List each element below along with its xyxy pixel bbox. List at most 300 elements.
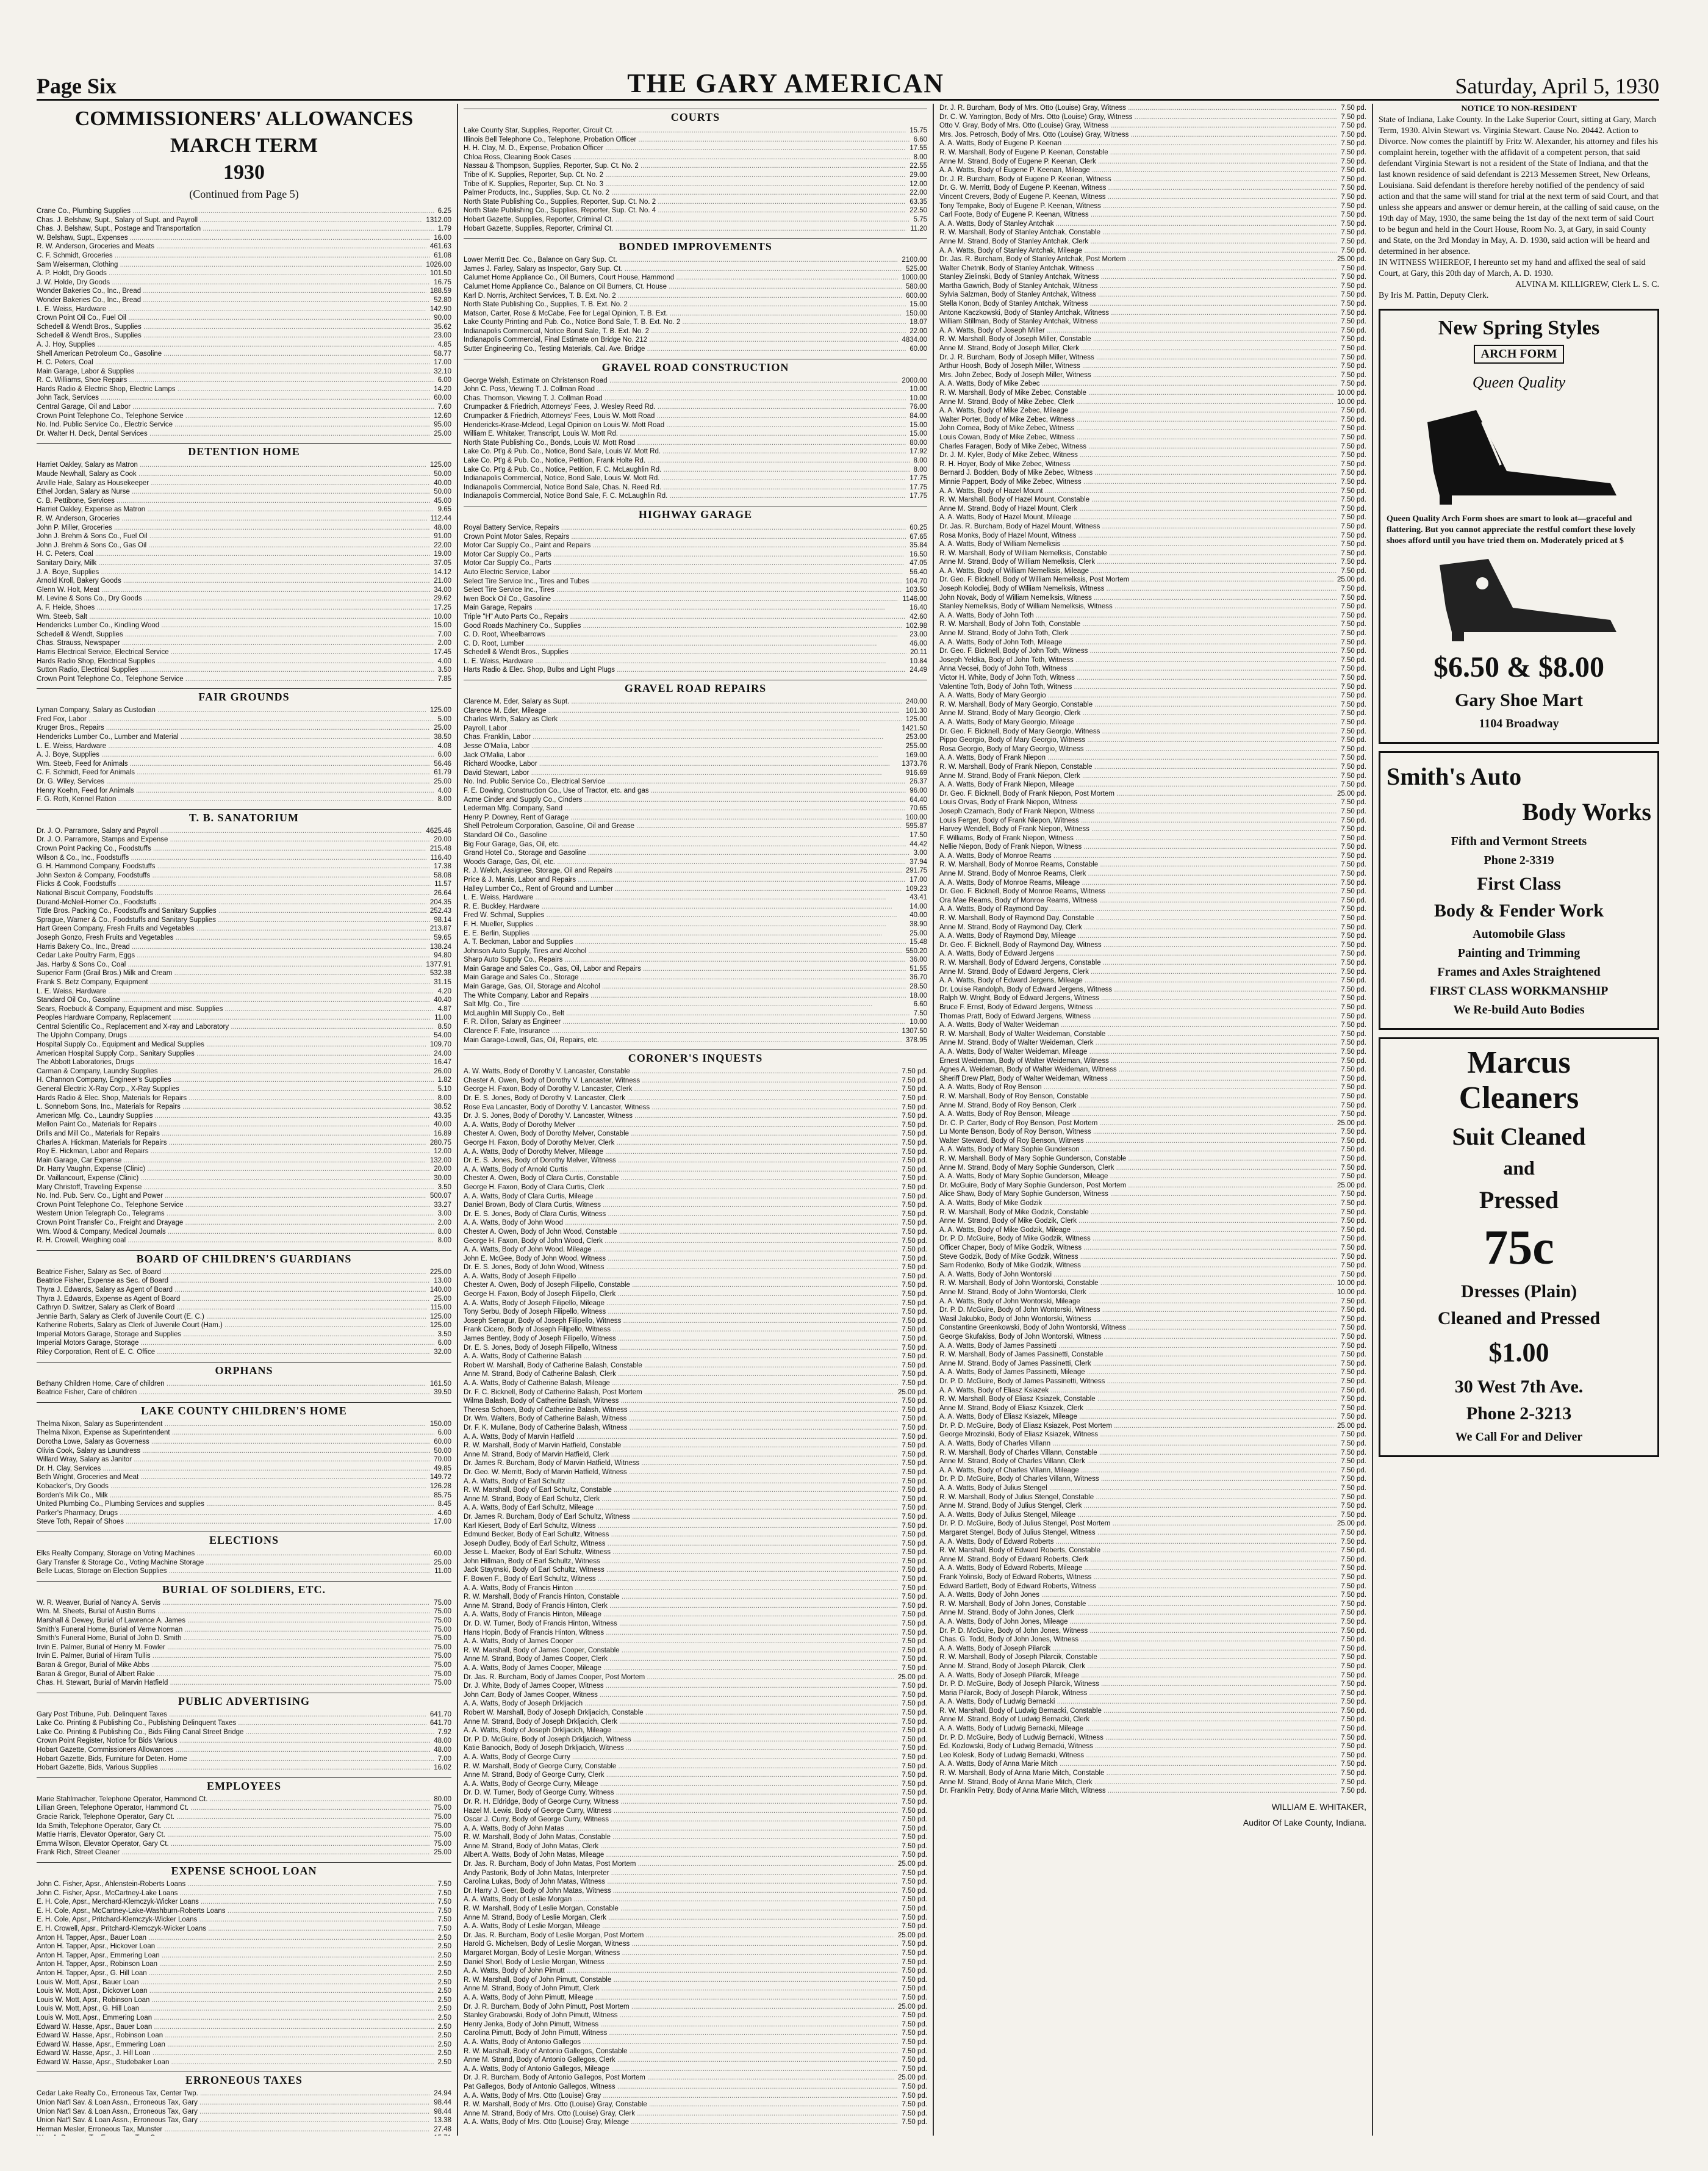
allowance-amount: 104.70 <box>905 577 927 585</box>
allowance-amount: 54.00 <box>434 1032 451 1040</box>
section-heading: PUBLIC ADVERTISING <box>37 1693 451 1708</box>
cleaners-ad-line1: Suit Cleaned <box>1452 1123 1586 1150</box>
allowance-description: North State Publishing Co., Bonds, Louis W. Mott Road ..... <box>464 439 906 448</box>
allowance-amount: 7.50 pd. <box>1341 843 1366 851</box>
allowance-amount: 4.60 <box>437 1509 451 1517</box>
allowance-row <box>37 1129 451 1139</box>
allowance-amount: 10.00 <box>910 394 927 402</box>
allowance-description: Anna Vecsei, Body of John Toth, Witness ..... <box>939 664 1337 674</box>
allowance-row <box>464 1245 927 1255</box>
allowance-row <box>464 2003 927 2012</box>
allowance-amount: 7.50 pd. <box>902 1869 927 1877</box>
allowance-description: Chloa Ross, Cleaning Book Cases ..... <box>464 153 910 162</box>
allowance-amount: 1.82 <box>437 1076 451 1084</box>
allowance-row <box>939 184 1366 193</box>
allowance-row <box>464 1673 927 1682</box>
allowance-description: Dr. J. R. Burcham, Body of Eugene P. Keenan, Witness ..... <box>939 175 1337 184</box>
allowance-row <box>37 889 451 898</box>
allowance-amount: 7.50 pd. <box>902 2038 927 2046</box>
allowance-row <box>939 1573 1366 1582</box>
allowance-row <box>939 1297 1366 1306</box>
allowance-amount: 7.50 pd. <box>902 1192 927 1200</box>
allowance-amount: 7.50 pd. <box>902 1923 927 1931</box>
allowance-amount: 24.94 <box>434 2090 451 2098</box>
allowance-description: Chester A. Owen, Body of Joseph Filipello, Constable ..... <box>464 1281 898 1290</box>
allowance-row <box>464 777 927 787</box>
allowance-row <box>37 1209 451 1219</box>
allowance-amount: 7.50 pd. <box>1341 1751 1366 1759</box>
allowance-amount: 94.80 <box>434 952 451 960</box>
allowance-amount: 75.00 <box>434 1679 451 1687</box>
allowance-description: Payroll, Labor ..... <box>464 724 898 733</box>
allowance-row <box>464 1771 927 1780</box>
allowance-amount: 7.50 pd. <box>902 1513 927 1521</box>
allowance-amount: 10.00 pd. <box>1337 1280 1366 1287</box>
allowance-description: A. A. Watts, Body of Frank Niepon ..... <box>939 754 1337 763</box>
allowance-row <box>939 959 1366 968</box>
allowance-row <box>37 1491 451 1500</box>
allowance-amount: 7.50 pd. <box>1341 113 1366 121</box>
allowance-description: Borden's Milk Co., Milk ..... <box>37 1491 430 1500</box>
allowance-row <box>464 439 927 448</box>
allowance-amount: 61.08 <box>434 251 451 259</box>
allowance-amount: 7.50 pd. <box>1341 1600 1366 1608</box>
allowance-row <box>939 175 1366 184</box>
allowance-amount: 7.50 pd. <box>902 1834 927 1842</box>
allowance-amount: 7.50 pd. <box>1341 1743 1366 1751</box>
allowance-description: Crumpacker & Friedrich, Attorneys' Fees, J. Wesley Reed Rd. ..... <box>464 403 906 412</box>
allowance-row <box>464 1018 927 1027</box>
allowance-amount: 15.00 <box>434 622 451 630</box>
allowance-row <box>464 336 927 345</box>
allowance-row <box>37 1728 451 1737</box>
notice-deputy: By Iris M. Pattin, Deputy Clerk. <box>1379 291 1489 300</box>
allowance-row <box>37 1040 451 1049</box>
allowance-row <box>37 1599 451 1608</box>
allowance-description: R. W. Marshall, Body of Monroe Reams, Constable ..... <box>939 860 1337 869</box>
allowance-description: Harris Electrical Service, Electrical Service ..... <box>37 648 430 657</box>
allowance-row <box>464 385 927 394</box>
allowance-row <box>939 469 1366 478</box>
allowance-description: Anne M. Strand, Body of Stanley Antchak, Clerk ..... <box>939 237 1337 247</box>
allowance-description: A. A. Watts, Body of Ludwig Bernacki, Mileage ..... <box>939 1724 1337 1734</box>
allowance-row <box>37 1652 451 1661</box>
allowance-description: Anne M. Strand, Body of John Matas, Clerk ..... <box>464 1842 898 1851</box>
allowance-amount: 6.00 <box>437 751 451 759</box>
allowance-row <box>37 2040 451 2050</box>
allowance-row <box>464 1967 927 1976</box>
allowance-row <box>37 1005 451 1014</box>
allowance-amount: 4.87 <box>437 1005 451 1013</box>
allowance-description: Dr. James R. Burcham, Body of Marvin Hatfield, Witness ..... <box>464 1459 898 1468</box>
allowance-amount: 76.00 <box>910 403 927 411</box>
allowance-description: Thelma Nixon, Expense as Superintendent ..... <box>37 1428 434 1438</box>
allowance-row <box>464 144 927 153</box>
allowance-description: John C. Fisher, Apsr., McCartney-Lake Loans ..... <box>37 1889 434 1898</box>
auto-body-advertisement <box>1379 751 1659 1030</box>
allowance-amount: 7.50 pd. <box>902 1103 927 1111</box>
allowance-amount: 125.00 <box>429 707 451 715</box>
allowance-description: Otto V. Gray, Body of Mrs. Otto (Louise) Gray, Witness ..... <box>939 121 1337 131</box>
allowance-description: Indianapolis Commercial, Notice Bond Sale, T. B. Ext. No. 2 ..... <box>464 327 906 336</box>
allowance-description: Palmer Products, Inc., Supplies, Sup. Ct. No. 2 ..... <box>464 189 906 198</box>
allowance-row <box>37 403 451 412</box>
allowance-amount: 7.50 pd. <box>1341 1511 1366 1519</box>
allowance-description: Chas. J. Belshaw, Supt., Salary of Supt. and Payroll ..... <box>37 216 422 225</box>
allowance-row <box>464 1878 927 1887</box>
allowance-description: R. W. Marshall, Body of George Curry, Constable ..... <box>464 1762 898 1771</box>
allowance-description: Calumet Home Appliance Co., Balance on Oil Burners, Ct. House ..... <box>464 283 902 292</box>
allowance-description: Charles A. Hickman, Materials for Repairs ..... <box>37 1139 426 1148</box>
allowance-description: No. Ind. Public Service Co., Electric Service ..... <box>37 420 430 430</box>
allowance-description: A. A. Watts, Body of Edward Jergens, Mileage ..... <box>939 976 1337 985</box>
allowance-description: A. A. Watts, Body of Joseph Miller ..... <box>939 326 1337 336</box>
allowance-row <box>939 1760 1366 1769</box>
allowance-description: George H. Faxon, Body of Clara Curtis, Clerk ..... <box>464 1183 898 1192</box>
allowance-amount: 75.00 <box>434 1599 451 1607</box>
allowance-description: F. Williams, Body of Frank Niepon, Witness ..... <box>939 834 1337 843</box>
allowance-amount: 56.46 <box>434 760 451 768</box>
allowance-row <box>464 283 927 292</box>
allowance-amount: 7.50 pd. <box>1341 888 1366 896</box>
allowance-amount: 39.50 <box>434 1389 451 1397</box>
allowance-row <box>37 577 451 586</box>
allowance-description: John J. Brehm & Sons Co., Fuel Oil ..... <box>37 532 430 541</box>
allowance-row <box>464 697 927 707</box>
allowance-description: R. W. Marshall, Body of Mike Zebec, Constable ..... <box>939 389 1333 398</box>
allowance-description: Lederman Mfg. Company, Sand ..... <box>464 804 906 813</box>
allowance-row <box>37 1455 451 1464</box>
allowance-description: R. W. Anderson, Groceries ..... <box>37 514 427 524</box>
allowance-row <box>939 1261 1366 1270</box>
allowance-amount: 7.50 pd. <box>1341 247 1366 254</box>
allowance-amount: 32.00 <box>434 1348 451 1356</box>
allowance-amount: 7.50 <box>913 1009 927 1017</box>
allowance-description: Alice Shaw, Body of Mary Sophie Gunderson, Witness ..... <box>939 1190 1337 1199</box>
allowance-description: Schedell & Wendt, Supplies ..... <box>37 630 434 639</box>
allowance-amount: 17.38 <box>434 863 451 871</box>
allowance-description: John Carr, Body of James Cooper, Witness ..... <box>464 1691 898 1700</box>
allowance-amount: 48.00 <box>434 524 451 531</box>
allowance-description: Tribe of K. Supplies, Reporter, Sup. Ct. No. 3 ..... <box>464 180 906 189</box>
allowance-description: Valentine Toth, Body of John Toth, Witness ..... <box>939 683 1337 692</box>
allowance-amount: 25.00 pd. <box>898 2003 927 2011</box>
auto-ad-address: Fifth and Vermont Streets <box>1451 835 1587 848</box>
allowance-row <box>939 264 1366 273</box>
allowance-amount: 215.48 <box>429 845 451 852</box>
column-3 <box>939 104 1366 2136</box>
allowance-amount: 7.50 pd. <box>1341 1644 1366 1652</box>
allowance-row <box>464 1263 927 1272</box>
allowance-description: Dr. P. D. McGuire, Body of Charles Villann, Witness ..... <box>939 1475 1337 1484</box>
allowance-amount: 37.94 <box>910 858 927 866</box>
allowance-row <box>37 1626 451 1635</box>
allowance-row <box>939 736 1366 745</box>
allowance-amount: 7.50 pd. <box>1341 1003 1366 1011</box>
allowance-row <box>464 300 927 309</box>
allowance-row <box>464 804 927 813</box>
allowance-row <box>464 421 927 430</box>
allowance-row <box>939 1644 1366 1654</box>
allowance-description: George H. Faxon, Body of Dorothy Melver, Clerk ..... <box>464 1139 898 1148</box>
auto-ad-line3: Automobile Glass <box>1473 927 1565 941</box>
allowance-row <box>464 1009 927 1018</box>
allowance-description: Central Garage, Oil and Labor ..... <box>37 403 434 412</box>
allowance-description: Dr. E. S. Jones, Body of Joseph Filipello, Witness ..... <box>464 1344 898 1353</box>
allowance-description: William E. Whitaker, Transcript, Louis W. Mott Rd. ..... <box>464 430 906 439</box>
allowance-row <box>37 1567 451 1576</box>
section-heading: BURIAL OF SOLDIERS, ETC. <box>37 1581 451 1596</box>
allowance-row <box>37 1643 451 1652</box>
allowance-row <box>939 1591 1366 1600</box>
allowance-amount: 4.00 <box>437 657 451 665</box>
allowance-row <box>939 1627 1366 1636</box>
allowance-description: Price & J. Manis, Labor and Repairs ..... <box>464 876 906 885</box>
allowance-row <box>464 1237 927 1246</box>
allowance-amount: 7.50 pd. <box>1341 1297 1366 1305</box>
allowance-row <box>37 1139 451 1148</box>
allowance-amount: 7.50 pd. <box>902 1905 927 1913</box>
allowance-amount: 7.50 pd. <box>1341 1235 1366 1243</box>
allowance-description: Joseph Gonzo, Fresh Fruits and Vegetables ..... <box>37 934 430 943</box>
allowance-description: Dr. H. Clay, Services ..... <box>37 1464 430 1474</box>
allowance-row <box>464 1397 927 1406</box>
allowance-amount: 75.00 <box>434 1813 451 1821</box>
allowance-description: A. A. Watts, Body of Hazel Mount ..... <box>939 487 1337 496</box>
allowance-row <box>939 1680 1366 1689</box>
section-heading: ERRONEOUS TAXES <box>37 2072 451 2087</box>
allowance-row <box>37 376 451 385</box>
allowance-amount: 7.50 pd. <box>902 1165 927 1173</box>
allowance-amount: 7.50 pd. <box>1341 1529 1366 1536</box>
allowance-amount: 132.00 <box>429 1156 451 1164</box>
allowance-amount: 7.50 pd. <box>1341 1502 1366 1510</box>
allowance-description: Joseph Senagur, Body of Joseph Filipello, Witness ..... <box>464 1317 898 1326</box>
allowance-amount: 7.50 pd. <box>902 1744 927 1752</box>
allowance-row <box>464 376 927 386</box>
allowance-row <box>37 430 451 439</box>
allowance-description: Auto Electric Service, Labor ..... <box>464 568 906 577</box>
allowance-amount: 75.00 <box>434 1652 451 1660</box>
allowance-description: James J. Farley, Salary as Inspector, Gary Sup. Ct. ..... <box>464 265 902 274</box>
allowance-description: Dr. Jas. R. Burcham, Body of Hazel Mount, Witness ..... <box>939 522 1337 531</box>
cleaners-ad-line2: and <box>1503 1157 1535 1179</box>
allowance-amount: 7.50 pd. <box>1341 1591 1366 1599</box>
allowance-description: Wilson & Co., Inc., Foodstuffs ..... <box>37 854 427 863</box>
allowance-amount: 7.50 pd. <box>902 1468 927 1476</box>
allowance-amount: 98.14 <box>434 916 451 924</box>
allowance-row <box>939 1778 1366 1787</box>
allowance-description: Robert W. Marshall, Body of Joseph Drkljacich, Constable ..... <box>464 1708 898 1718</box>
allowance-amount: 7.50 pd. <box>1341 1698 1366 1706</box>
allowance-row <box>939 148 1366 157</box>
allowance-amount: 35.62 <box>434 323 451 331</box>
allowance-row <box>464 1788 927 1798</box>
allowance-description: A. A. Watts, Body of Joseph Pilarcik ..... <box>939 1644 1337 1654</box>
allowance-row <box>37 2023 451 2032</box>
allowance-amount: 61.79 <box>434 769 451 777</box>
allowance-amount: 7.50 pd. <box>1341 157 1366 165</box>
allowance-amount: 7.50 pd. <box>1341 772 1366 780</box>
allowance-amount: 25.00 pd. <box>1337 790 1366 797</box>
allowance-description: Leo Kolesk, Body of Ludwig Bernacki, Witness ..... <box>939 1751 1337 1760</box>
allowance-description: L. E. Weiss, Hardware ..... <box>464 893 906 902</box>
allowance-amount: 7.50 pd. <box>902 1549 927 1557</box>
allowance-description: A. A. Watts, Body of James Cooper ..... <box>464 1637 898 1646</box>
allowance-row <box>939 1226 1366 1235</box>
allowance-amount: 34.00 <box>434 586 451 594</box>
allowance-amount: 7.50 pd. <box>1341 1573 1366 1581</box>
allowance-description: United Plumbing Co., Plumbing Services and supplies ..... <box>37 1500 434 1509</box>
allowance-description: R. W. Marshall, Body of Roy Benson, Constable ..... <box>939 1092 1337 1101</box>
allowance-description: Dr. D. W. Turner, Body of George Curry, Witness ..... <box>464 1788 898 1798</box>
allowance-row <box>37 287 451 296</box>
allowance-description: L. E. Weiss, Hardware ..... <box>37 305 426 314</box>
allowance-amount: 7.50 pd. <box>1341 1395 1366 1403</box>
allowance-row <box>464 1148 927 1157</box>
allowance-amount: 7.50 pd. <box>1341 309 1366 317</box>
allowance-description: R. W. Marshall, Body of Mike Godzik, Constable ..... <box>939 1208 1337 1217</box>
allowance-amount: 7.50 pd. <box>902 1896 927 1904</box>
allowance-description: Harriet Oakley, Salary as Matron ..... <box>37 461 426 470</box>
allowance-row <box>464 1895 927 1904</box>
notice-body: State of Indiana, Lake County. In the Lake Superior Court, sitting at Gary, March Term, 1930. Alvin Stewart vs. Virginia Stewart. Cause No. 20442. Action to Divorce. Now comes the plaintiff by Fritz W. Alexander, his attorney and files his complaint herein, together with the affidavit of a competent person, that said defendant Virginia Stewart is not a resident of the State of Indiana, and that the last known residence of said defendant is 2213 Messemen Street, New Orleans, Louisiana. Said defendant is therefore hereby notified of the pendency of said action and that the same will stand for trial at the next term of said Court, and that unless she appears and answer or demur herein, at the calling of said cause, on the 19th day of May, 1930, the same being the 1st day of the next term of said Court to be begun and held in the Court House, Room No. 3, at Gary, in said County and State, on the 3rd Monday in May, A. D. 1930, said action will be heard and determined in her absence. <box>1379 115 1659 256</box>
allowance-amount: 38.90 <box>910 920 927 928</box>
allowance-description: Stella Konon, Body of Stanley Antchak, Witness ..... <box>939 300 1337 309</box>
allowance-description: A. A. Watts, Body of John Matas ..... <box>464 1824 898 1834</box>
allowance-amount: 7.50 pd. <box>1341 1466 1366 1474</box>
allowance-description: Beatrice Fisher, Salary as Sec. of Board ..... <box>37 1268 426 1277</box>
allowance-description: Chas. J. Belshaw, Supt., Postage and Transportation ..... <box>37 225 434 234</box>
allowance-amount: 7.50 pd. <box>902 1095 927 1102</box>
allowance-amount: 2100.00 <box>902 256 927 264</box>
allowance-amount: 7.50 pd. <box>1341 1324 1366 1332</box>
allowance-description: G. H. Hammond Company, Foodstuffs ..... <box>37 862 430 871</box>
allowance-description: Dr. Geo. W. Merritt, Body of Marvin Hatfield, Witness ..... <box>464 1468 898 1477</box>
allowance-description: Crown Point Telephone Co., Telephone Service ..... <box>37 675 434 684</box>
allowance-row <box>939 932 1366 941</box>
allowance-row <box>37 1192 451 1201</box>
allowance-description: Lake Co. Printing & Publishing Co., Bids Filing Canal Street Bridge ..... <box>37 1728 434 1737</box>
allowance-description: R. W. Marshall, Body of Mary Georgio, Constable ..... <box>939 700 1337 710</box>
allowance-amount: 7.50 pd. <box>1341 567 1366 575</box>
allowance-amount: 7.50 pd. <box>902 1584 927 1592</box>
allowance-row <box>464 1281 927 1290</box>
allowance-row <box>464 1192 927 1201</box>
auto-ad-line6: FIRST CLASS WORKMANSHIP <box>1429 984 1609 998</box>
allowance-amount: 6.00 <box>437 376 451 384</box>
allowance-amount: 7.50 pd. <box>902 1344 927 1352</box>
allowance-description: John Cornea, Body of Mike Zebec, Witness ..... <box>939 424 1337 433</box>
allowance-row <box>464 1103 927 1112</box>
allowance-amount: 60.00 <box>434 394 451 402</box>
allowance-description: Motor Car Supply Co., Paint and Repairs ..... <box>464 541 906 550</box>
allowance-row <box>939 505 1366 514</box>
allowance-description: Jack Staytnski, Body of Earl Schultz, Witness ..... <box>464 1566 898 1575</box>
allowance-amount: 7.50 pd. <box>1341 1137 1366 1145</box>
allowance-amount: 600.00 <box>905 292 927 300</box>
allowance-row <box>939 1386 1366 1395</box>
allowance-description: A. A. Watts, Body of Mary Sophie Gunderson ..... <box>939 1145 1337 1154</box>
allowance-description: Dr. Walter H. Deck, Dental Services ..... <box>37 430 430 439</box>
allowance-amount: 7.50 pd. <box>1341 1092 1366 1100</box>
allowance-description: R. W. Marshall, Body of William Nemelksis, Constable ..... <box>939 549 1337 558</box>
allowance-amount: 7.50 pd. <box>902 1477 927 1485</box>
allowance-row <box>464 1513 927 1522</box>
allowance-row <box>939 1368 1366 1377</box>
allowance-row <box>37 1661 451 1670</box>
allowance-amount: 7.50 pd. <box>1341 193 1366 201</box>
allowance-amount: 7.00 <box>437 630 451 638</box>
allowance-description: Dr. Jas. R. Burcham, Body of Leslie Morgan, Post Mortem ..... <box>464 1931 894 1940</box>
allowance-description: R. H. Crowell, Weighing coal ..... <box>37 1236 434 1245</box>
allowance-description: Main Garage and Sales Co., Gas, Oil, Labor and Repairs ..... <box>464 965 906 974</box>
allowance-description: Carolina Lukas, Body of John Matas, Witness ..... <box>464 1878 898 1887</box>
allowance-amount: 7.50 pd. <box>1341 1359 1366 1367</box>
allowance-amount: 1312.00 <box>426 216 451 224</box>
allowance-row <box>37 996 451 1005</box>
allowance-row <box>939 638 1366 647</box>
allowance-amount: 90.00 <box>434 314 451 322</box>
allowance-row <box>464 2092 927 2101</box>
allowance-row <box>939 816 1366 826</box>
allowance-amount: 25.00 pd. <box>1337 576 1366 584</box>
allowance-description: Sprague, Warner & Co., Foodstuffs and Sanitary Supplies ..... <box>37 916 430 925</box>
allowance-row <box>37 1804 451 1813</box>
allowance-description: Elks Realty Company, Storage on Voting Machines ..... <box>37 1549 430 1558</box>
allowance-description: Dr. Jas. R. Burcham, Body of James Cooper, Post Mortem ..... <box>464 1673 894 1682</box>
allowance-row <box>939 1449 1366 1458</box>
allowance-amount: 22.50 <box>910 207 927 215</box>
allowance-row <box>939 1021 1366 1030</box>
allowance-amount: 2.50 <box>437 1960 451 1968</box>
allowance-amount: 7.50 pd. <box>902 1539 927 1547</box>
allowance-description: Union Nat'l Sav. & Loan Assn., Erroneous Tax, Gary ..... <box>37 2108 430 2117</box>
allowance-description: Officer Chaper, Body of Mike Godzik, Witness ..... <box>939 1244 1337 1253</box>
allowance-amount: 7.50 pd. <box>902 1593 927 1601</box>
allowance-amount: 7.50 pd. <box>1341 122 1366 130</box>
allowance-amount: 84.00 <box>910 412 927 420</box>
allowance-description: Belle Lucas, Storage on Election Supplies ..... <box>37 1567 431 1576</box>
allowance-row <box>464 622 927 631</box>
allowance-amount: 22.00 <box>434 541 451 549</box>
allowance-row <box>939 1164 1366 1173</box>
allowance-row <box>939 1787 1366 1796</box>
allowance-description: Main Garage, Gas, Oil, Storage and Alcohol ..... <box>464 982 906 992</box>
allowance-row <box>939 300 1366 309</box>
allowance-description: A. A. Watts, Body of Julius Stengel, Mileage ..... <box>939 1511 1337 1520</box>
allowance-description: Charles Wirth, Salary as Clerk ..... <box>464 715 902 724</box>
allowance-amount: 7.50 pd. <box>902 2109 927 2117</box>
allowance-description: Edward Bartlett, Body of Edward Roberts, Witness ..... <box>939 1582 1337 1591</box>
allowance-amount: 60.00 <box>910 345 927 353</box>
allowance-row <box>939 1528 1366 1538</box>
allowance-row <box>37 844 451 854</box>
allowance-amount: 91.00 <box>434 533 451 541</box>
allowance-amount: 7.50 pd. <box>1341 1173 1366 1181</box>
allowance-amount: 58.77 <box>434 350 451 358</box>
allowance-description: Nellie Niepon, Body of Frank Niepon, Witness ..... <box>939 843 1337 852</box>
allowance-amount: 7.50 pd. <box>902 1682 927 1690</box>
allowance-amount: 7.50 pd. <box>902 1255 927 1262</box>
allowance-description: Union Nat'l Sav. & Loan Assn., Erroneous Tax, Gary ..... <box>37 2116 430 2125</box>
allowance-amount: 3.50 <box>437 1183 451 1191</box>
allowance-amount: 60.25 <box>910 524 927 531</box>
cleaners-ad-name2: Cleaners <box>1459 1081 1579 1115</box>
allowance-amount: 7.50 pd. <box>902 1780 927 1788</box>
allowance-amount: 17.55 <box>910 145 927 153</box>
allowance-amount: 7.50 pd. <box>1341 834 1366 842</box>
